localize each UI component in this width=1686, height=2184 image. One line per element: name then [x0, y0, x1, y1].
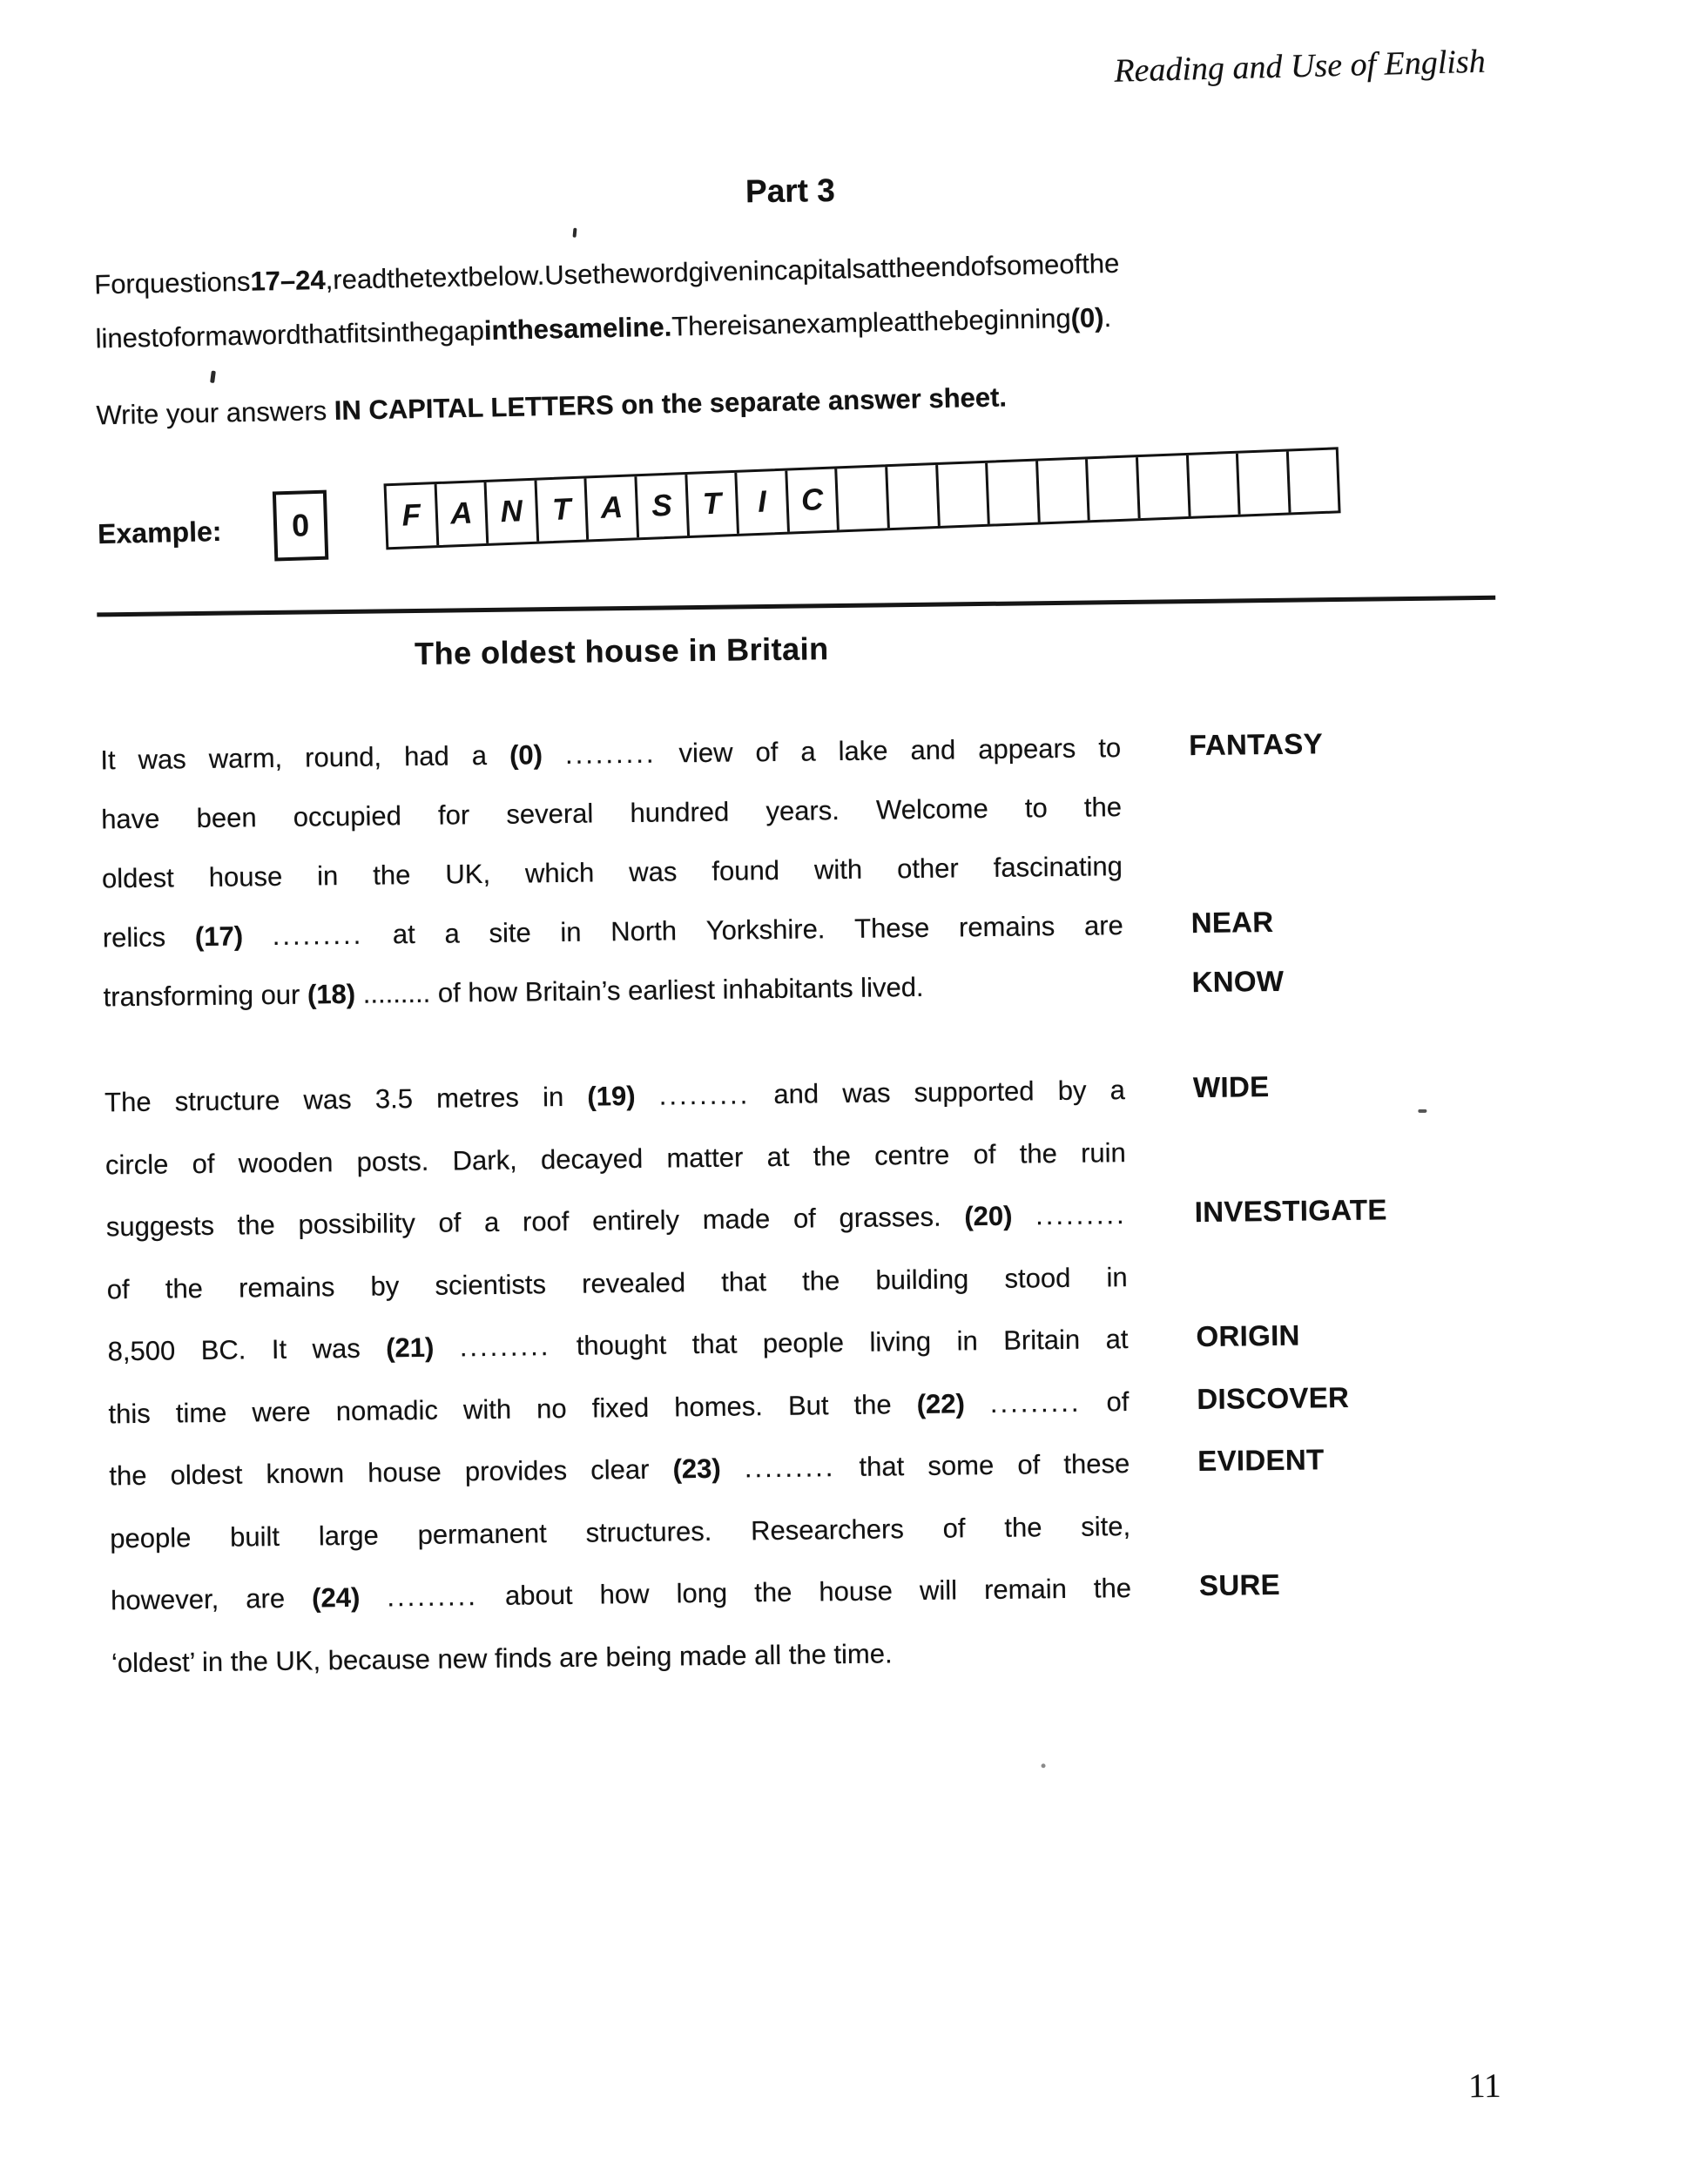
text: about [504, 1579, 573, 1611]
text: time [175, 1397, 227, 1428]
text: ......... [564, 738, 657, 770]
text: however, [110, 1583, 219, 1616]
ink-speck [1418, 1109, 1426, 1113]
text: the [754, 1576, 792, 1608]
bold-text: 17–24 [250, 264, 327, 297]
text: was [138, 744, 186, 775]
answer-cell-empty [1238, 451, 1291, 514]
text: These [853, 912, 930, 944]
text: were [252, 1395, 311, 1427]
text: the [1004, 1511, 1042, 1543]
text: an [761, 308, 792, 340]
text: some [993, 249, 1060, 281]
text: other [896, 853, 959, 885]
answer-cell-empty [1088, 457, 1140, 520]
text: the [592, 258, 631, 290]
answer-cell-letter: T [687, 473, 739, 536]
text: Researchers [750, 1513, 905, 1546]
text: beginning [953, 302, 1071, 336]
text: of [942, 1512, 966, 1544]
ink-speck [210, 371, 216, 384]
text: transforming our [103, 979, 308, 1013]
text: and [910, 734, 956, 766]
text: the [887, 252, 927, 284]
text: that [721, 1265, 767, 1298]
answer-cell-empty [1038, 459, 1090, 522]
text: Yorkshire. [705, 913, 826, 946]
text: ......... of how Britain’s earliest inhabitants lived. [354, 971, 924, 1009]
text: ......... [989, 1386, 1082, 1419]
text: the [813, 1140, 852, 1171]
text: questions [134, 266, 251, 300]
bold-text: (23) [672, 1453, 721, 1485]
text: of [438, 1207, 462, 1238]
text: stood [1004, 1262, 1071, 1294]
bold-text: (0) [509, 739, 543, 771]
text: the [109, 1459, 147, 1492]
text: homes. [674, 1390, 764, 1422]
text: which [524, 857, 595, 889]
text: the [1083, 792, 1123, 823]
part-title: Part 3 [745, 172, 836, 210]
text: at [865, 253, 889, 284]
answer-cell-empty [1289, 449, 1339, 512]
bold-text: the [508, 313, 550, 346]
text: of [192, 1148, 215, 1179]
text: text [424, 261, 469, 293]
text: appears [978, 732, 1076, 765]
text: a [483, 1206, 500, 1238]
answer-cell-letter: T [536, 478, 589, 541]
text: at [893, 306, 917, 338]
text: remains [238, 1271, 335, 1303]
ink-speck [572, 228, 577, 238]
answer-cell-letter: A [436, 482, 489, 545]
text: circle [105, 1148, 169, 1180]
text: of [755, 736, 779, 768]
text: at [1105, 1324, 1129, 1355]
page-number: 11 [1467, 2066, 1501, 2106]
answer-cell-empty [838, 467, 890, 529]
text: by [1057, 1075, 1087, 1106]
running-header: Reading and Use of English [1113, 43, 1487, 90]
text: But [787, 1389, 829, 1421]
text: permanent [417, 1517, 548, 1550]
text: of [970, 250, 994, 282]
text: built [229, 1520, 280, 1553]
text: posts. [356, 1145, 429, 1177]
text: lines [95, 322, 152, 354]
text: grasses. [839, 1201, 941, 1234]
ink-speck [1042, 1763, 1046, 1768]
text: that [859, 1451, 905, 1482]
bold-text: (21) [385, 1331, 435, 1364]
text: the [237, 1209, 275, 1241]
text: oldest [170, 1459, 243, 1491]
answer-cell-letter: F [387, 484, 439, 547]
text: Britain [1003, 1324, 1081, 1356]
text: UK, [445, 858, 491, 890]
text: fascinating [993, 851, 1123, 883]
text: matter [666, 1141, 744, 1173]
text: to [1098, 732, 1122, 764]
text: living [869, 1325, 932, 1358]
text: the [165, 1272, 204, 1304]
text: several [506, 798, 594, 830]
text: at [766, 1141, 790, 1172]
answer-cell-empty [938, 463, 990, 526]
text: the [1093, 1573, 1132, 1604]
text: some [927, 1449, 995, 1481]
text: site [489, 917, 531, 948]
bold-text: (24) [311, 1581, 361, 1614]
text: relics [102, 921, 166, 954]
text: nomadic [335, 1394, 439, 1426]
text: to [150, 321, 174, 354]
text: word [242, 319, 301, 351]
text: these [1063, 1448, 1130, 1480]
text: the [801, 1264, 840, 1297]
bold-text: (18) [307, 978, 356, 1010]
text: word [630, 257, 690, 289]
text: in [316, 860, 339, 892]
text: that [300, 318, 347, 350]
passage-line-text [100, 732, 1121, 776]
text: read [332, 263, 388, 295]
bold-text: (19) [587, 1080, 636, 1112]
text: below. [468, 260, 545, 293]
text: found [711, 854, 780, 886]
text: site, [1081, 1510, 1131, 1542]
text: a [226, 320, 243, 352]
text: given [688, 255, 754, 288]
text: ......... [1035, 1199, 1127, 1231]
text: round, [304, 741, 382, 773]
text: was [629, 856, 678, 887]
example-number: 0 [291, 507, 310, 543]
text: remain [983, 1573, 1068, 1606]
answer-cell-letter: C [787, 468, 840, 531]
text: people [110, 1521, 192, 1554]
text: provides [464, 1454, 568, 1487]
text: a [800, 736, 816, 767]
text: of [1017, 1449, 1041, 1480]
text: a [1109, 1075, 1126, 1106]
text: . [1103, 301, 1115, 334]
keyword-prompt: NEAR [1190, 905, 1274, 940]
text: by [370, 1270, 400, 1302]
text: gap [438, 315, 485, 347]
text: 8,500 [107, 1335, 176, 1367]
bold-text: line. [617, 311, 672, 343]
text: ......... [744, 1452, 836, 1484]
text: house [819, 1575, 894, 1608]
text: house [208, 860, 283, 893]
text: the [401, 316, 440, 348]
answer-cell-empty [1188, 454, 1240, 516]
text: and [773, 1078, 819, 1109]
text: in [1106, 1261, 1128, 1292]
text: the [853, 1388, 892, 1420]
text: remains [958, 911, 1055, 943]
text: decayed [540, 1143, 644, 1175]
text: Use [543, 259, 593, 291]
text: was [842, 1077, 891, 1109]
bold-text: in [483, 314, 509, 347]
text: The [104, 1086, 152, 1118]
passage-text [100, 728, 1505, 1709]
text: of [1058, 248, 1082, 280]
answer-cell-letter: I [737, 471, 789, 534]
keyword-prompt: WIDE [1192, 1070, 1270, 1104]
bold-text: (17) [194, 920, 244, 953]
text: with [462, 1393, 512, 1425]
text: of [792, 1203, 817, 1234]
answer-cell-empty [1138, 455, 1190, 518]
text: entirely [591, 1204, 680, 1237]
answer-cell-letter: N [487, 481, 539, 543]
keyword-prompt: DISCOVER [1197, 1380, 1350, 1415]
text: have [100, 803, 160, 835]
text: of [106, 1273, 130, 1304]
text: in [560, 916, 582, 947]
text: BC. [200, 1334, 246, 1366]
write-answers-instruction [96, 381, 1007, 431]
text: There [671, 309, 743, 342]
answer-cell-empty [887, 465, 940, 528]
text: occupied [293, 800, 402, 832]
text: lake [838, 735, 888, 767]
text: ‘oldest’ in the UK, because new finds are being made all the time. [111, 1637, 893, 1678]
keyword-prompt: INVESTIGATE [1194, 1193, 1387, 1229]
text: possibility [298, 1208, 416, 1240]
text: fits [345, 317, 381, 349]
text: is [741, 309, 762, 340]
text: It [100, 745, 116, 776]
keyword-prompt: ORIGIN [1196, 1318, 1300, 1353]
answer-cell-letter: A [587, 476, 639, 539]
text: metres [435, 1082, 520, 1114]
text: long [676, 1577, 728, 1609]
text: suggests [105, 1210, 215, 1243]
text: large [318, 1520, 379, 1551]
text: capitals [773, 253, 867, 286]
text: the [373, 859, 411, 891]
text: revealed [581, 1266, 686, 1299]
text: to [1024, 792, 1048, 824]
text: the [1081, 247, 1120, 280]
text: known [266, 1458, 345, 1490]
text: in [752, 255, 775, 286]
text: will [919, 1574, 958, 1606]
text: a [444, 918, 460, 949]
keyword-prompt: KNOW [1191, 964, 1285, 999]
text: how [599, 1578, 650, 1610]
bold-text: same [548, 312, 618, 345]
keyword-prompt: SURE [1198, 1567, 1281, 1602]
text: ......... [387, 1581, 479, 1613]
text: warm, [208, 742, 283, 774]
divider-line [97, 596, 1495, 617]
bold-text: (20) [964, 1200, 1013, 1232]
text: in [956, 1325, 978, 1357]
text: of [1106, 1385, 1130, 1417]
text: a [471, 739, 488, 772]
text: 3.5 [374, 1083, 414, 1115]
text: Write your answers [96, 394, 335, 431]
text: with [813, 853, 863, 886]
answer-cell-letter: S [637, 475, 689, 537]
text: centre [873, 1139, 950, 1171]
bold-text: (0) [1070, 302, 1104, 334]
text: fixed [591, 1392, 650, 1424]
text: made [702, 1203, 771, 1235]
example-number-box [273, 490, 328, 562]
text: thought [576, 1329, 667, 1361]
text: For [93, 268, 136, 300]
text: ......... [272, 919, 364, 951]
text: are [1083, 910, 1123, 941]
text: building [875, 1263, 969, 1296]
keyword-prompt: EVIDENT [1197, 1443, 1325, 1478]
passage-title: The oldest house in Britain [414, 630, 829, 671]
bold-text: IN CAPITAL LETTERS on the separate answer sheet. [334, 381, 1008, 426]
passage-line-text [105, 1075, 1125, 1118]
text: wooden [238, 1146, 334, 1178]
text: people [762, 1327, 845, 1359]
example-label: Example: [97, 515, 222, 550]
text: been [196, 802, 257, 834]
text: was [312, 1332, 361, 1365]
text: of [973, 1138, 996, 1170]
text: ruin [1080, 1136, 1127, 1169]
text: supported [914, 1075, 1035, 1109]
answer-cell-empty [988, 462, 1040, 524]
text: roof [522, 1205, 570, 1237]
text: in [380, 317, 402, 348]
text: this [108, 1398, 151, 1429]
task-instructions [94, 240, 1489, 377]
text: clear [590, 1453, 650, 1486]
text: are [246, 1582, 286, 1614]
text: no [536, 1392, 567, 1424]
text: that [691, 1328, 738, 1360]
text: the [386, 262, 425, 294]
example-answer-boxes [384, 447, 1341, 549]
text: for [437, 799, 470, 831]
text: It [271, 1333, 287, 1365]
text: the [915, 305, 954, 337]
text: hundred [630, 796, 730, 828]
text: structure [174, 1084, 280, 1117]
text: Dark, [452, 1144, 517, 1176]
text: in [542, 1081, 564, 1113]
text: example [791, 307, 894, 340]
text: ......... [459, 1331, 551, 1363]
text: the [1019, 1137, 1058, 1170]
text: , [325, 264, 334, 295]
text: North [610, 915, 678, 947]
text: had [403, 740, 450, 772]
bold-text: (22) [916, 1387, 966, 1419]
text: form [172, 320, 228, 353]
text: view [678, 737, 733, 769]
text: structures. [585, 1515, 712, 1548]
keyword-prompt: FANTASY [1189, 727, 1324, 762]
text: oldest [101, 862, 174, 894]
text: ......... [658, 1079, 751, 1111]
text: house [368, 1456, 442, 1488]
text: years. [765, 795, 840, 827]
text: scientists [435, 1268, 547, 1301]
text: at [392, 918, 416, 950]
text: Welcome [875, 792, 988, 826]
text: was [303, 1083, 352, 1116]
text: end [925, 251, 972, 283]
